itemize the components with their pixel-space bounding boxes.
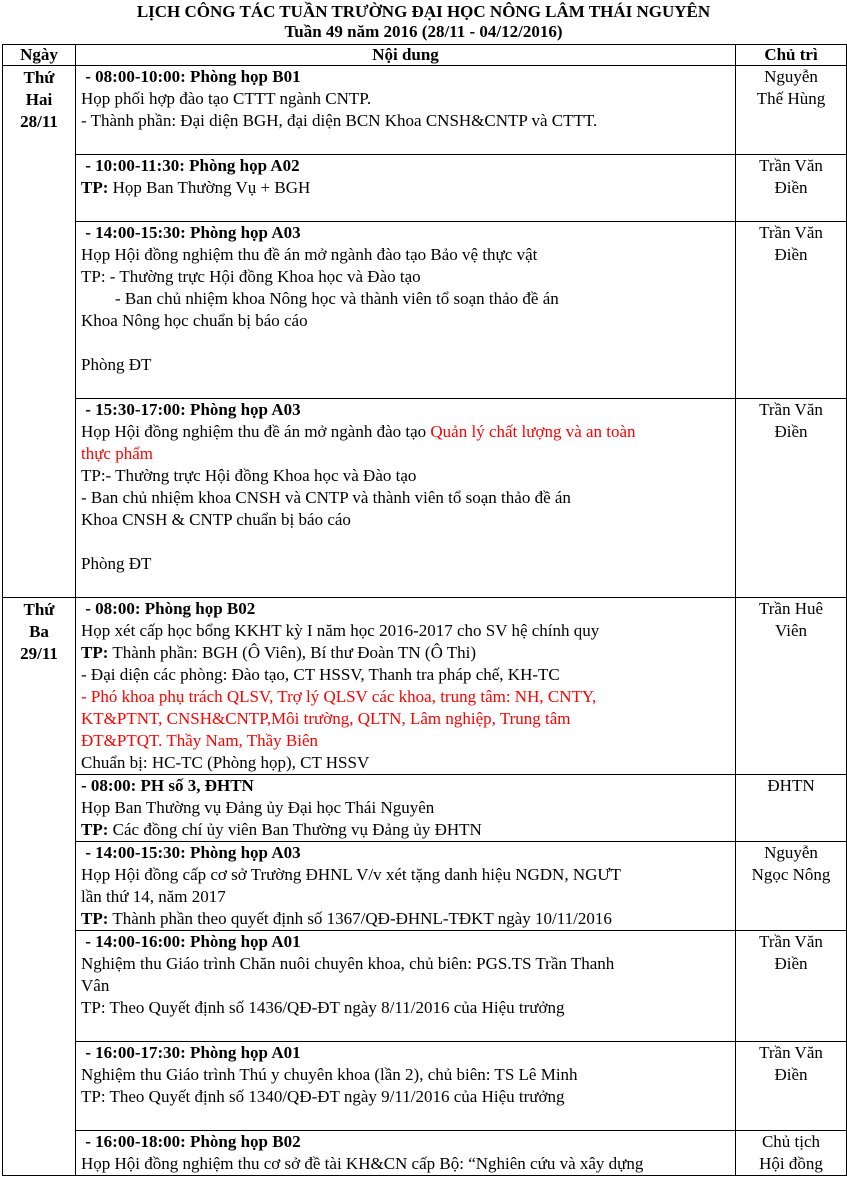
- table-row: [3, 155, 847, 222]
- entry-text: TP:- Thường trực Hội đồng Khoa học và Đào tạo: [81, 466, 417, 485]
- day-label-line: 28/11: [20, 112, 58, 131]
- entry-line: [81, 531, 730, 553]
- entry-line: [81, 620, 730, 642]
- entry-text: TP:: [81, 820, 109, 839]
- entry-line: [81, 598, 730, 620]
- entry-text: Quản lý chất lượng và an toàn: [430, 422, 636, 441]
- entry-text: KT&PTNT, CNSH&CNTP,Môi trường, QLTN, Lâm nghiệp, Trung tâm: [81, 709, 571, 728]
- entry-text: - Phó khoa phụ trách QLSV, Trợ lý QLSV các khoa, trung tâm: NH, CNTY,: [81, 687, 597, 706]
- entry-text: - 16:00-17:30: Phòng họp A01: [81, 1043, 301, 1062]
- entry-text: - 14:00-15:30: Phòng họp A03: [81, 843, 301, 862]
- entry-line: [81, 88, 730, 110]
- schedule-table: [2, 44, 847, 1176]
- entry-line: [81, 686, 730, 708]
- entry-line: [81, 1064, 730, 1086]
- table-row: [3, 399, 847, 598]
- host-cell: [736, 931, 847, 1042]
- table-row: [3, 598, 847, 775]
- table-row: [3, 222, 847, 399]
- entry-text: Phòng ĐT: [81, 554, 152, 573]
- entry-text: Các đồng chí ủy viên Ban Thường vụ Đảng ủy ĐHTN: [108, 820, 482, 839]
- entry-line: [81, 819, 730, 841]
- host-cell: [736, 775, 847, 842]
- table-row: [3, 1042, 847, 1131]
- entry-text: [85, 532, 89, 551]
- host-cell: [736, 1131, 847, 1176]
- entry-line: [81, 752, 730, 774]
- table-row: [3, 1131, 847, 1176]
- entry-line: [81, 553, 730, 575]
- entry-text: Họp xét cấp học bổng KKHT kỳ I năm học 2016-2017 cho SV hệ chính quy: [81, 621, 600, 640]
- schedule-body: [3, 66, 847, 1176]
- entry-text: Phòng ĐT: [81, 355, 152, 374]
- day-cell: [3, 598, 76, 1176]
- entry-line: [81, 730, 730, 752]
- entry-text: Thành phần theo quyết định số 1367/QĐ-ĐHNL-TĐKT ngày 10/11/2016: [108, 909, 612, 928]
- entry-line: [81, 222, 730, 244]
- table-header-row: [3, 45, 847, 66]
- entry-line: [81, 1131, 730, 1153]
- table-row: [3, 66, 847, 155]
- entry-content-cell: [76, 842, 736, 931]
- entry-content-cell: [76, 399, 736, 598]
- entry-line: [81, 575, 730, 597]
- entry-line: [81, 642, 730, 664]
- entry-text: Khoa Nông học chuẩn bị báo cáo: [81, 311, 308, 330]
- entry-text: - 08:00: Phòng họp B02: [81, 599, 256, 618]
- entry-text: [85, 200, 89, 219]
- entry-text: - Thành phần: Đại diện BGH, đại diện BCN Khoa CNSH&CNTP và CTTT.: [81, 111, 598, 130]
- host-name-line: Điền: [774, 178, 808, 197]
- entry-line: [81, 708, 730, 730]
- entry-text: [85, 377, 89, 396]
- entry-line: [81, 1108, 730, 1130]
- entry-line: [81, 244, 730, 266]
- host-name-line: Nguyễn: [764, 67, 818, 86]
- document-title: LỊCH CÔNG TÁC TUẦN TRƯỜNG ĐẠI HỌC NÔNG LÂM THÁI NGUYÊN: [136, 2, 711, 21]
- host-name-line: Điền: [774, 1065, 808, 1084]
- host-name-line: Điền: [774, 422, 808, 441]
- host-cell: [736, 155, 847, 222]
- host-name-line: Trần Huê: [758, 599, 824, 618]
- entry-text: [85, 1020, 89, 1039]
- entry-content-cell: [76, 222, 736, 399]
- table-row: [3, 842, 847, 931]
- host-name-line: Thế Hùng: [756, 89, 826, 108]
- host-name-line: Viên: [774, 621, 808, 640]
- entry-text: TP: - Thường trực Hội đồng Khoa học và Đào tạo: [81, 267, 421, 286]
- day-label-line: Thứ: [23, 600, 55, 619]
- entry-line: [81, 1019, 730, 1041]
- entry-line: [81, 1153, 730, 1175]
- entry-text: thực phẩm: [81, 444, 154, 463]
- entry-text: Họp phối hợp đào tạo CTTT ngành CNTP.: [81, 89, 372, 108]
- host-name-line: Điền: [774, 954, 808, 973]
- entry-text: [85, 133, 89, 152]
- entry-line: [81, 997, 730, 1019]
- entry-line: [81, 266, 730, 288]
- entry-text: Họp Hội đồng nghiệm thu đề án mở ngành đào tạo Bảo vệ thực vật: [81, 245, 538, 264]
- entry-line: [81, 66, 730, 88]
- entry-text: lần thứ 14, năm 2017: [81, 887, 226, 906]
- entry-text: - 08:00: PH số 3, ĐHTN: [81, 776, 254, 795]
- entry-line: [81, 177, 730, 199]
- entry-line: [81, 132, 730, 154]
- entry-text: - Đại diện các phòng: Đào tạo, CT HSSV, Thanh tra pháp chế, KH-TC: [81, 665, 560, 684]
- entry-line: [81, 886, 730, 908]
- column-header-content: Nội dung: [76, 45, 736, 66]
- entry-text: [85, 333, 89, 352]
- table-row: [3, 775, 847, 842]
- entry-line: [81, 908, 730, 930]
- entry-line: [81, 110, 730, 132]
- host-cell: [736, 222, 847, 399]
- entry-text: TP:: [81, 643, 109, 662]
- entry-line: [81, 443, 730, 465]
- entry-line: [81, 399, 730, 421]
- host-name-line: Trần Văn: [759, 156, 823, 175]
- host-cell: [736, 1042, 847, 1131]
- day-label-line: 29/11: [20, 644, 58, 663]
- entry-line: [81, 199, 730, 221]
- day-cell: [3, 66, 76, 598]
- host-name-line: Chủ tịch: [761, 1132, 821, 1151]
- entry-line: [81, 1086, 730, 1108]
- column-header-host: Chủ trì: [736, 45, 847, 66]
- day-label-line: Thứ: [23, 68, 55, 87]
- entry-content-cell: [76, 66, 736, 155]
- entry-line: [81, 288, 730, 310]
- entry-text: Chuẩn bị: HC-TC (Phòng họp), CT HSSV: [81, 753, 370, 772]
- entry-text: Nghiệm thu Giáo trình Thú y chuyên khoa (lần 2), chủ biên: TS Lê Minh: [81, 1065, 578, 1084]
- entry-line: [81, 797, 730, 819]
- entry-text: - Ban chủ nhiệm khoa Nông học và thành viên tổ soạn thảo đề án: [81, 289, 559, 308]
- entry-text: Họp Ban Thường Vụ + BGH: [108, 178, 311, 197]
- day-label-line: Hai: [25, 90, 53, 109]
- host-name-line: Trần Văn: [759, 932, 823, 951]
- entry-text: [85, 1109, 89, 1128]
- entry-text: Vân: [81, 976, 110, 995]
- entry-content-cell: [76, 1042, 736, 1131]
- host-name-line: Trần Văn: [759, 400, 823, 419]
- entry-line: [81, 931, 730, 953]
- entry-text: Họp Ban Thường vụ Đảng ủy Đại học Thái Nguyên: [81, 798, 435, 817]
- entry-text: ĐT&PTQT. Thầy Nam, Thầy Biên: [81, 731, 319, 750]
- entry-line: [81, 775, 730, 797]
- entry-text: - Ban chủ nhiệm khoa CNSH và CNTP và thành viên tổ soạn thảo đề án: [81, 488, 571, 507]
- entry-text: TP:: [81, 178, 109, 197]
- host-cell: [736, 842, 847, 931]
- entry-line: [81, 1042, 730, 1064]
- entry-text: Họp Hội đồng nghiệm thu cơ sở đề tài KH&CN cấp Bộ: “Nghiên cứu và xây dựng: [81, 1154, 644, 1173]
- host-name-line: Nguyễn: [764, 843, 818, 862]
- entry-content-cell: [76, 598, 736, 775]
- table-row: [3, 931, 847, 1042]
- entry-text: Họp Hội đồng nghiệm thu đề án mở ngành đào tạo: [81, 422, 431, 441]
- host-cell: [736, 66, 847, 155]
- column-header-day: Ngày: [3, 45, 76, 66]
- entry-text: - 16:00-18:00: Phòng họp B02: [81, 1132, 301, 1151]
- entry-line: [81, 155, 730, 177]
- entry-text: - 10:00-11:30: Phòng họp A02: [81, 156, 300, 175]
- host-name-line: Hội đồng: [759, 1154, 823, 1173]
- entry-line: [81, 310, 730, 332]
- entry-line: [81, 953, 730, 975]
- entry-line: [81, 465, 730, 487]
- entry-line: [81, 487, 730, 509]
- host-cell: [736, 399, 847, 598]
- host-name-line: Điền: [774, 245, 808, 264]
- entry-text: Nghiệm thu Giáo trình Chăn nuôi chuyên khoa, chủ biên: PGS.TS Trần Thanh: [81, 954, 615, 973]
- entry-line: [81, 332, 730, 354]
- day-label-line: Ba: [29, 622, 49, 641]
- entry-line: [81, 509, 730, 531]
- entry-line: [81, 664, 730, 686]
- entry-line: [81, 354, 730, 376]
- entry-content-cell: [76, 931, 736, 1042]
- entry-text: TP:: [81, 909, 109, 928]
- entry-line: [81, 421, 730, 443]
- entry-text: Họp Hội đồng cấp cơ sở Trường ĐHNL V/v xét tặng danh hiệu NGDN, NGƯT: [81, 865, 621, 884]
- host-name-line: Trần Văn: [759, 1043, 823, 1062]
- entry-content-cell: [76, 1131, 736, 1176]
- entry-text: Khoa CNSH & CNTP chuẩn bị báo cáo: [81, 510, 351, 529]
- host-name-line: Trần Văn: [759, 223, 823, 242]
- entry-text: Thành phần: BGH (Ô Viên), Bí thư Đoàn TN (Ô Thi): [108, 643, 477, 662]
- host-name-line: ĐHTN: [767, 776, 815, 795]
- document-subtitle: Tuần 49 năm 2016 (28/11 - 04/12/2016): [284, 22, 563, 41]
- entry-content-cell: [76, 155, 736, 222]
- entry-text: - 14:00-15:30: Phòng họp A03: [81, 223, 301, 242]
- entry-text: [85, 576, 89, 595]
- entry-text: TP: Theo Quyết định số 1436/QĐ-ĐT ngày 8/11/2016 của Hiệu trưởng: [81, 998, 565, 1017]
- host-cell: [736, 598, 847, 775]
- host-name-line: Ngọc Nông: [751, 865, 831, 884]
- entry-line: [81, 376, 730, 398]
- entry-line: [81, 975, 730, 997]
- entry-content-cell: [76, 775, 736, 842]
- entry-text: TP: Theo Quyết định số 1340/QĐ-ĐT ngày 9/11/2016 của Hiệu trưởng: [81, 1087, 565, 1106]
- entry-text: - 08:00-10:00: Phòng họp B01: [81, 67, 301, 86]
- entry-line: [81, 842, 730, 864]
- entry-text: - 15:30-17:00: Phòng họp A03: [81, 400, 301, 419]
- entry-line: [81, 864, 730, 886]
- entry-text: - 14:00-16:00: Phòng họp A01: [81, 932, 301, 951]
